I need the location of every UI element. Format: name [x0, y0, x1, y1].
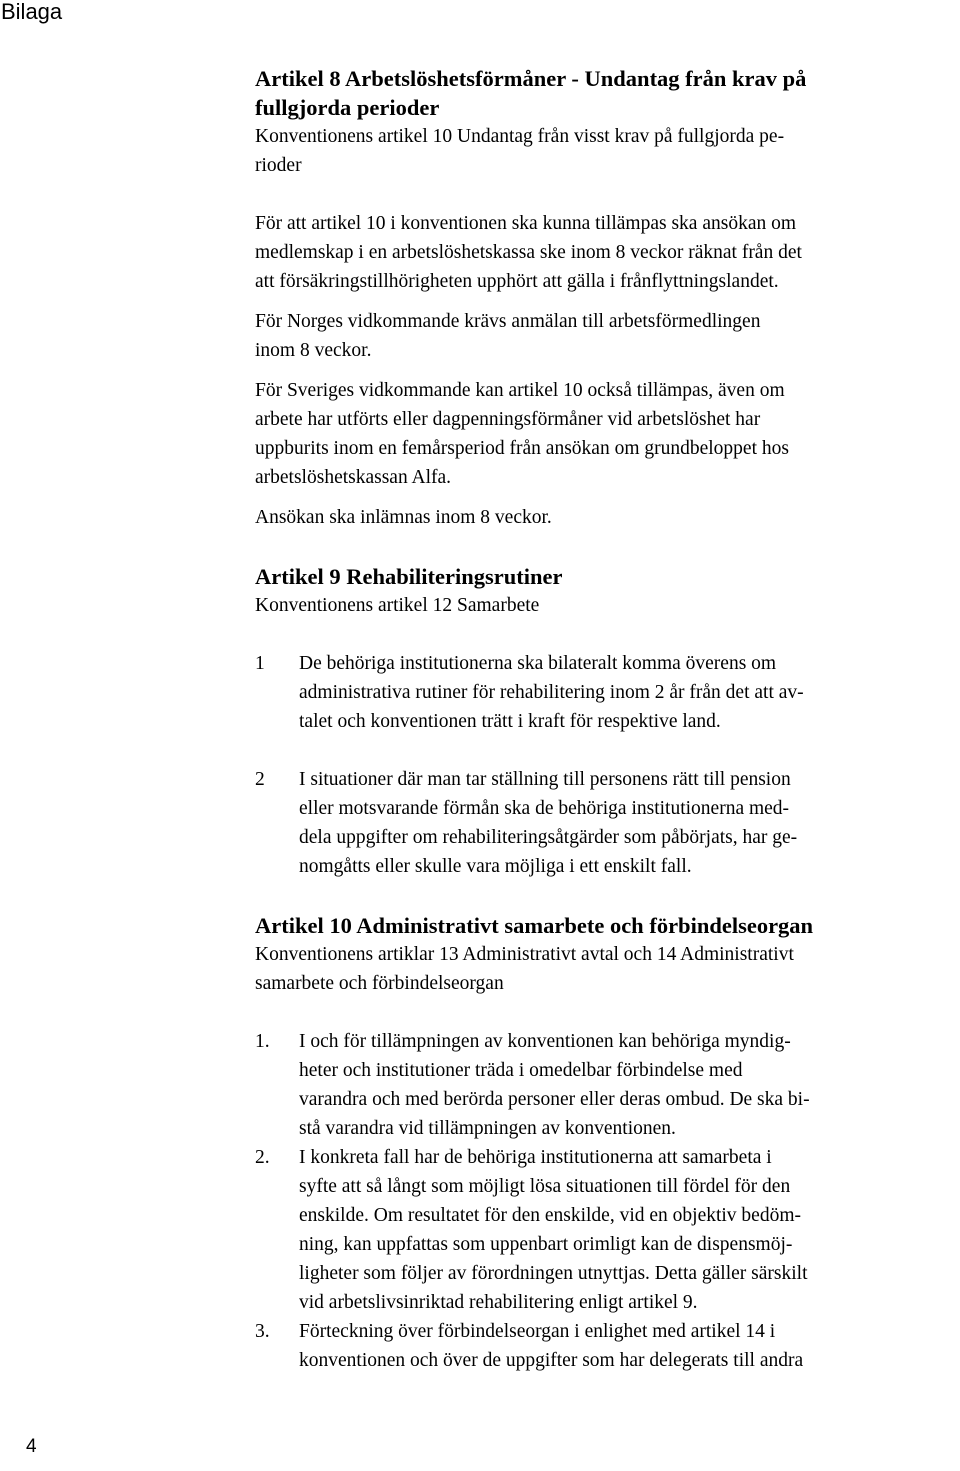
article-10-subtitle-line: samarbete och förbindelseorgan: [255, 973, 504, 994]
text-line: heter och institutioner träda i omedelbar förbindelse med: [299, 1060, 743, 1081]
article-8-paragraph-3: [255, 376, 955, 492]
article-8-paragraph-1: [255, 209, 955, 296]
item-number: 2.: [255, 1147, 270, 1168]
item-number: 2: [255, 769, 265, 790]
article-10-item-3: [255, 1317, 955, 1375]
text-line: arbete har utförts eller dagpenningsförmåner vid arbetslöshet har: [255, 409, 761, 430]
text-line: ning, kan uppfattas som uppenbart orimligt kan de dispensmöj-: [299, 1234, 793, 1255]
text-line: nomgåtts eller skulle vara möjliga i ett enskilt fall.: [299, 856, 692, 877]
text-line: talet och konventionen trätt i kraft för respektive land.: [299, 711, 721, 732]
article-10-subtitle-line: Konventionens artiklar 13 Administrativt avtal och 14 Administrativt: [255, 944, 794, 965]
article-8-paragraph-4: Ansökan ska inlämnas inom 8 veckor.: [255, 507, 552, 528]
attachment-label: Bilaga: [1, 0, 63, 24]
article-8-subtitle-line: Konventionens artikel 10 Undantag från visst krav på fullgjorda pe-: [255, 126, 785, 147]
article-9-title: Artikel 9 Rehabiliteringsrutiner: [255, 564, 563, 589]
document-body: [255, 64, 955, 1375]
text-line: vid arbetslivsinriktad rehabilitering enligt artikel 9.: [299, 1292, 698, 1313]
article-9: [255, 562, 955, 881]
text-line: eller motsvarande förmån ska de behöriga institutionerna med-: [299, 798, 790, 819]
article-8-title: [255, 64, 955, 122]
article-8-title-line: Artikel 8 Arbetslöshetsförmåner - Undantag från krav på: [255, 66, 807, 91]
text-line: uppburits inom en femårsperiod från ansökan om grundbeloppet hos: [255, 438, 789, 459]
article-8-paragraph-2: [255, 307, 955, 365]
article-10: [255, 911, 955, 1375]
text-line: stå varandra vid tillämpningen av konventionen.: [299, 1118, 676, 1139]
text-line: medlemskap i en arbetslöshetskassa ske inom 8 veckor räknat från det: [255, 242, 802, 263]
text-line: Förteckning över förbindelseorgan i enlighet med artikel 14 i: [299, 1321, 776, 1342]
text-line: För Norges vidkommande krävs anmälan till arbetsförmedlingen: [255, 311, 761, 332]
text-line: I situationer där man tar ställning till personens rätt till pension: [299, 769, 791, 790]
page-number: 4: [26, 1436, 37, 1457]
article-8-title-line: fullgjorda perioder: [255, 95, 440, 120]
text-line: att försäkringstillhörigheten upphört att gälla i frånflyttningslandet.: [255, 271, 779, 292]
text-line: enskilde. Om resultatet för den enskilde, vid en objektiv bedöm-: [299, 1205, 802, 1226]
item-number: 3.: [255, 1321, 270, 1342]
text-line: I och för tillämpningen av konventionen kan behöriga myndig-: [299, 1031, 791, 1052]
item-number: 1.: [255, 1031, 270, 1052]
text-line: konventionen och över de uppgifter som har delegerats till andra: [299, 1350, 804, 1371]
text-line: För att artikel 10 i konventionen ska kunna tillämpas ska ansökan om: [255, 213, 797, 234]
text-line: ligheter som följer av förordningen utnyttjas. Detta gäller särskilt: [299, 1263, 808, 1284]
text-line: varandra och med berörda personer eller deras ombud. De ska bi-: [299, 1089, 810, 1110]
text-line: arbetslöshetskassan Alfa.: [255, 467, 452, 488]
article-9-item-1: [255, 649, 955, 736]
article-8-subtitle: [255, 122, 955, 180]
text-line: För Sveriges vidkommande kan artikel 10 också tillämpas, även om: [255, 380, 785, 401]
text-line: I konkreta fall har de behöriga institutionerna att samarbeta i: [299, 1147, 772, 1168]
article-10-item-1: [255, 1027, 955, 1143]
text-line: administrativa rutiner för rehabilitering inom 2 år från det att av-: [299, 682, 804, 703]
text-line: syfte att så långt som möjligt lösa situationen till fördel för den: [299, 1176, 791, 1197]
article-9-item-2: [255, 765, 955, 881]
text-line: De behöriga institutionerna ska bilateralt komma överens om: [299, 653, 777, 674]
article-10-title: Artikel 10 Administrativt samarbete och förbindelseorgan: [255, 913, 814, 938]
article-10-subtitle: [255, 940, 955, 998]
article-8: [255, 64, 955, 532]
text-line: dela uppgifter om rehabiliteringsåtgärder som påbörjats, har ge-: [299, 827, 798, 848]
article-8-subtitle-line: rioder: [255, 155, 302, 176]
article-9-subtitle: Konventionens artikel 12 Samarbete: [255, 595, 540, 616]
item-number: 1: [255, 653, 265, 674]
text-line: inom 8 veckor.: [255, 340, 372, 361]
article-10-item-2: [255, 1143, 955, 1317]
